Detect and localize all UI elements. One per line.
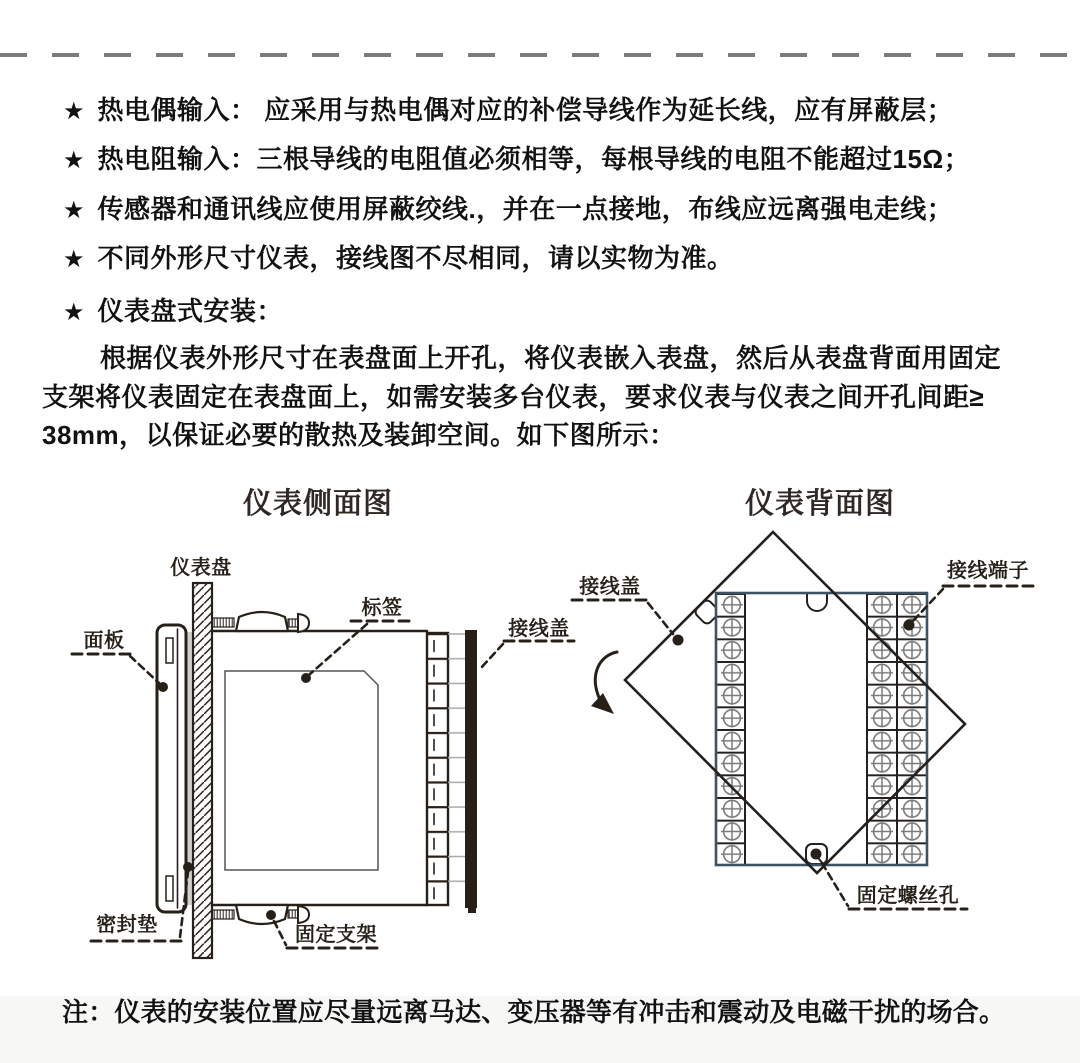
bullet-text: 不同外形尺寸仪表，接线图不尽相同，请以实物为准。 (97, 243, 734, 273)
panel-wall (193, 583, 212, 958)
bullet-dimensions (63, 238, 734, 275)
rotate-arrow-icon (591, 652, 617, 714)
back-top-notch (807, 594, 827, 611)
label-back-wiring-cover: 接线盖 (579, 576, 641, 598)
star-icon: ★ (63, 147, 85, 174)
installation-diagrams (0, 470, 1080, 970)
fixing-bracket-bottom (212, 905, 309, 924)
side-view-diagram (72, 555, 574, 958)
paragraph-line-3: 38mm，以保证必要的散热及装卸空间。如下图所示： (42, 420, 676, 450)
back-view-diagram (572, 532, 1033, 909)
bezel-clip-top (166, 638, 173, 663)
bullet-text: 热电阻输入：三根导线的电阻值必须相等，每根导线的电阻不能超过15Ω； (97, 144, 971, 174)
star-icon: ★ (63, 98, 85, 125)
front-panel-bezel (157, 625, 186, 912)
bullet-text: 传感器和通讯线应使用屏蔽绞线.，并在一点接地，布线应远离强电走线； (97, 194, 954, 224)
bullet-sensor-wiring (63, 189, 953, 226)
label-side-wiring-cover: 接线盖 (508, 618, 570, 640)
label-seal-gasket: 密封垫 (96, 914, 158, 936)
bullet-text: 仪表盘式安装： (97, 296, 284, 326)
bullet-thermocouple (63, 90, 953, 127)
side-wiring-cover (465, 630, 477, 908)
side-view-title: 仪表侧面图 (242, 488, 394, 520)
terminal-ladder (448, 633, 465, 905)
back-view-title: 仪表背面图 (744, 488, 896, 520)
label-sticker: 标签 (361, 597, 403, 619)
label-panel-board: 仪表盘 (170, 557, 232, 579)
sticker-area (225, 671, 378, 870)
label-fixing-bracket: 固定支架 (295, 924, 377, 946)
bullet-text: 热电偶输入： 应采用与热电偶对应的补偿导线作为延长线，应有屏蔽层； (97, 95, 954, 125)
footnote: 注：仪表的安装位置应尽量远离马达、变压器等有冲击和震动及电磁干扰的场合。 (62, 997, 1006, 1027)
terminal-column-left (716, 593, 745, 865)
label-fixing-screw-hole: 固定螺丝孔 (856, 885, 960, 907)
label-terminals: 接线端子 (947, 560, 1029, 582)
paragraph-line-1: 根据仪表外形尺寸在表盘面上开孔，将仪表嵌入表盘，然后从表盘背面用固定 (100, 343, 1002, 373)
bezel-clip-bottom (166, 876, 173, 901)
fixing-bracket-top (212, 612, 309, 632)
dashed-divider (0, 53, 1080, 57)
bullet-panel-install (63, 291, 283, 328)
label-front-panel: 面板 (83, 630, 125, 652)
bullet-rtd (63, 139, 970, 176)
terminal-comb (427, 633, 448, 905)
star-icon: ★ (63, 299, 85, 326)
paragraph-line-2: 支架将仪表固定在表盘面上，如需安装多台仪表，要求仪表与仪表之间开孔间距≥ (42, 382, 985, 412)
star-icon: ★ (63, 246, 85, 273)
star-icon: ★ (63, 197, 85, 224)
